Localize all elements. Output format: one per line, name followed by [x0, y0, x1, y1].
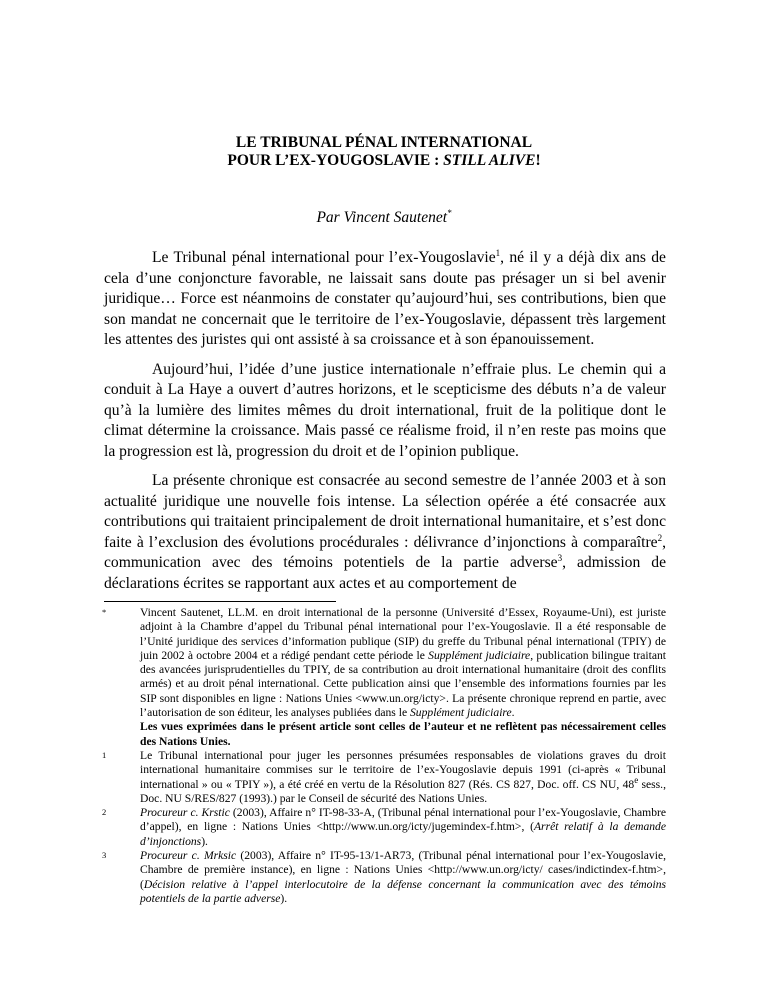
disclaimer: Les vues exprimées dans le présent article sont celles de l’auteur et ne reflètent pas nécessairement celles des Nations Unies. — [140, 720, 666, 748]
footnote-ref-star: * — [447, 207, 452, 218]
footnote-ref-2: 2 — [657, 532, 663, 543]
article-body — [104, 248, 666, 603]
article-title — [100, 134, 668, 170]
paragraph-2: Aujourd’hui, l’idée d’une justice internationale n’effraie plus. Le chemin qui a conduit à La Haye a ouvert d’autres horizons, et le scepticisme des débuts n’a de valeur qu’à la lumière des limites mêmes du droit international, fruit de la politique dont le climat détermine la croissance. Mais passé ce réalisme froid, il n’en reste pas moins que la progression est là, progression du droit et de l’opinion publique. — [104, 360, 666, 460]
footnote-3: 3 Procureur c. Mrksic (2003), Affaire n° IT-95-13/1-AR73, (Tribunal pénal international pour l’ex-Yougoslavie, Chambre de première instance), en ligne : Nations Unies <http://www.un.org/icty/ cases/indictindex-f.htm>, (Décision relative à l’appel interlocutoire de la défense concernant la communication avec des témoins potentiels de la partie adverse). — [102, 849, 666, 905]
footnote-ref-1: 1 — [495, 247, 501, 258]
footnote-separator — [104, 601, 336, 602]
footnote-star: * Vincent Sautenet, LL.M. en droit international de la personne (Université d’Essex, Royaume-Uni), est juriste adjoint à la Chambre d’appel du Tribunal pénal international pour l’ex-Yougoslavie. Il a été responsable de l’Unité juridique des services d’information publique (SIP) du greffe du Tribunal pénal international (TPIY) de juin 2002 à octobre 2004 et a rédigé pendant cette période le Supplément judiciaire, publication bilingue traitant des avancées jurisprudentielles du TPIY, de sa contribution au droit international humanitaire (droit des conflits armés) et au droit pénal international. Cette publication ainsi que l’ensemble des informations fournies par les SIP sont disponibles en ligne : Nations Unies <www.un.org/icty>. La présente chronique reprend en partie, avec l’autorisation de son éditeur, les analyses publiées dans le Supplément judiciaire. Les vues exprimées dans le présent article sont celles de l’auteur et ne reflètent pas nécessairement celles des Nations Unies. — [102, 606, 667, 748]
footnote-ref-3: 3 — [557, 552, 563, 563]
paragraph-3: La présente chronique est consacrée au second semestre de l’année 2003 et à son actualité juridique une nouvelle fois intense. La sélection opérée a été consacrée aux contributions qui traitaient principalement de droit international humanitaire, et s’est donc faite à l’exclusion des évolutions procédurales : délivrance d’injonctions à comparaître$^2$, communication avec des témoins potentiels de la partie adverse$^3$, admission de déclarations écrites se rapportant aux actes et au comportement de — [104, 472, 666, 592]
footnote-2: 2 Procureur c. Krstic (2003), Affaire n° IT-98-33-A, (Tribunal pénal international pour l’ex-Yougoslavie, Chambre d’appel), en ligne : Nations Unies <http://www.un.org/icty/jugemindex-f.htm>, (Arrêt relatif à la demande d’injonctions). — [102, 806, 667, 848]
footnotes — [104, 606, 666, 906]
author-byline: Par Vincent Sautenet* — [316, 207, 452, 226]
footnote-1: 1 Le Tribunal international pour juger les personnes présumées responsables de violations graves du droit international humanitaire commises sur le territoire de l’ex-Yougoslavie depuis 1991 (ci-après « Tribunal international » ou « TPIY »), a été créé en vertu de la Résolution 827 (Rés. CS 827, Doc. off. CS NU, 48e sess., Doc. NU S/RES/827 (1993).) par le Conseil de sécurité des Nations Unies. — [102, 748, 666, 805]
paragraph-1: Le Tribunal pénal international pour l’ex-Yougoslavie$^1$, né il y a déjà dix ans de cela d’une conjoncture favorable, ne laissait sans doute pas présager un si bel avenir juridique… Force est néanmoins de constater qu’aujourd’hui, ses contributions, bien que son mandat ne concernait que le territoire de l’ex-Yougoslavie, dépassent très largement les attentes des juristes qui ont assisté à sa croissance et à son épanouissement. — [104, 247, 666, 348]
title-line-1: LE TRIBUNAL PÉNAL INTERNATIONAL — [235, 134, 533, 151]
title-line-2: POUR L’EX-YOUGOSLAVIE : STILL ALIVE! — [227, 152, 541, 169]
